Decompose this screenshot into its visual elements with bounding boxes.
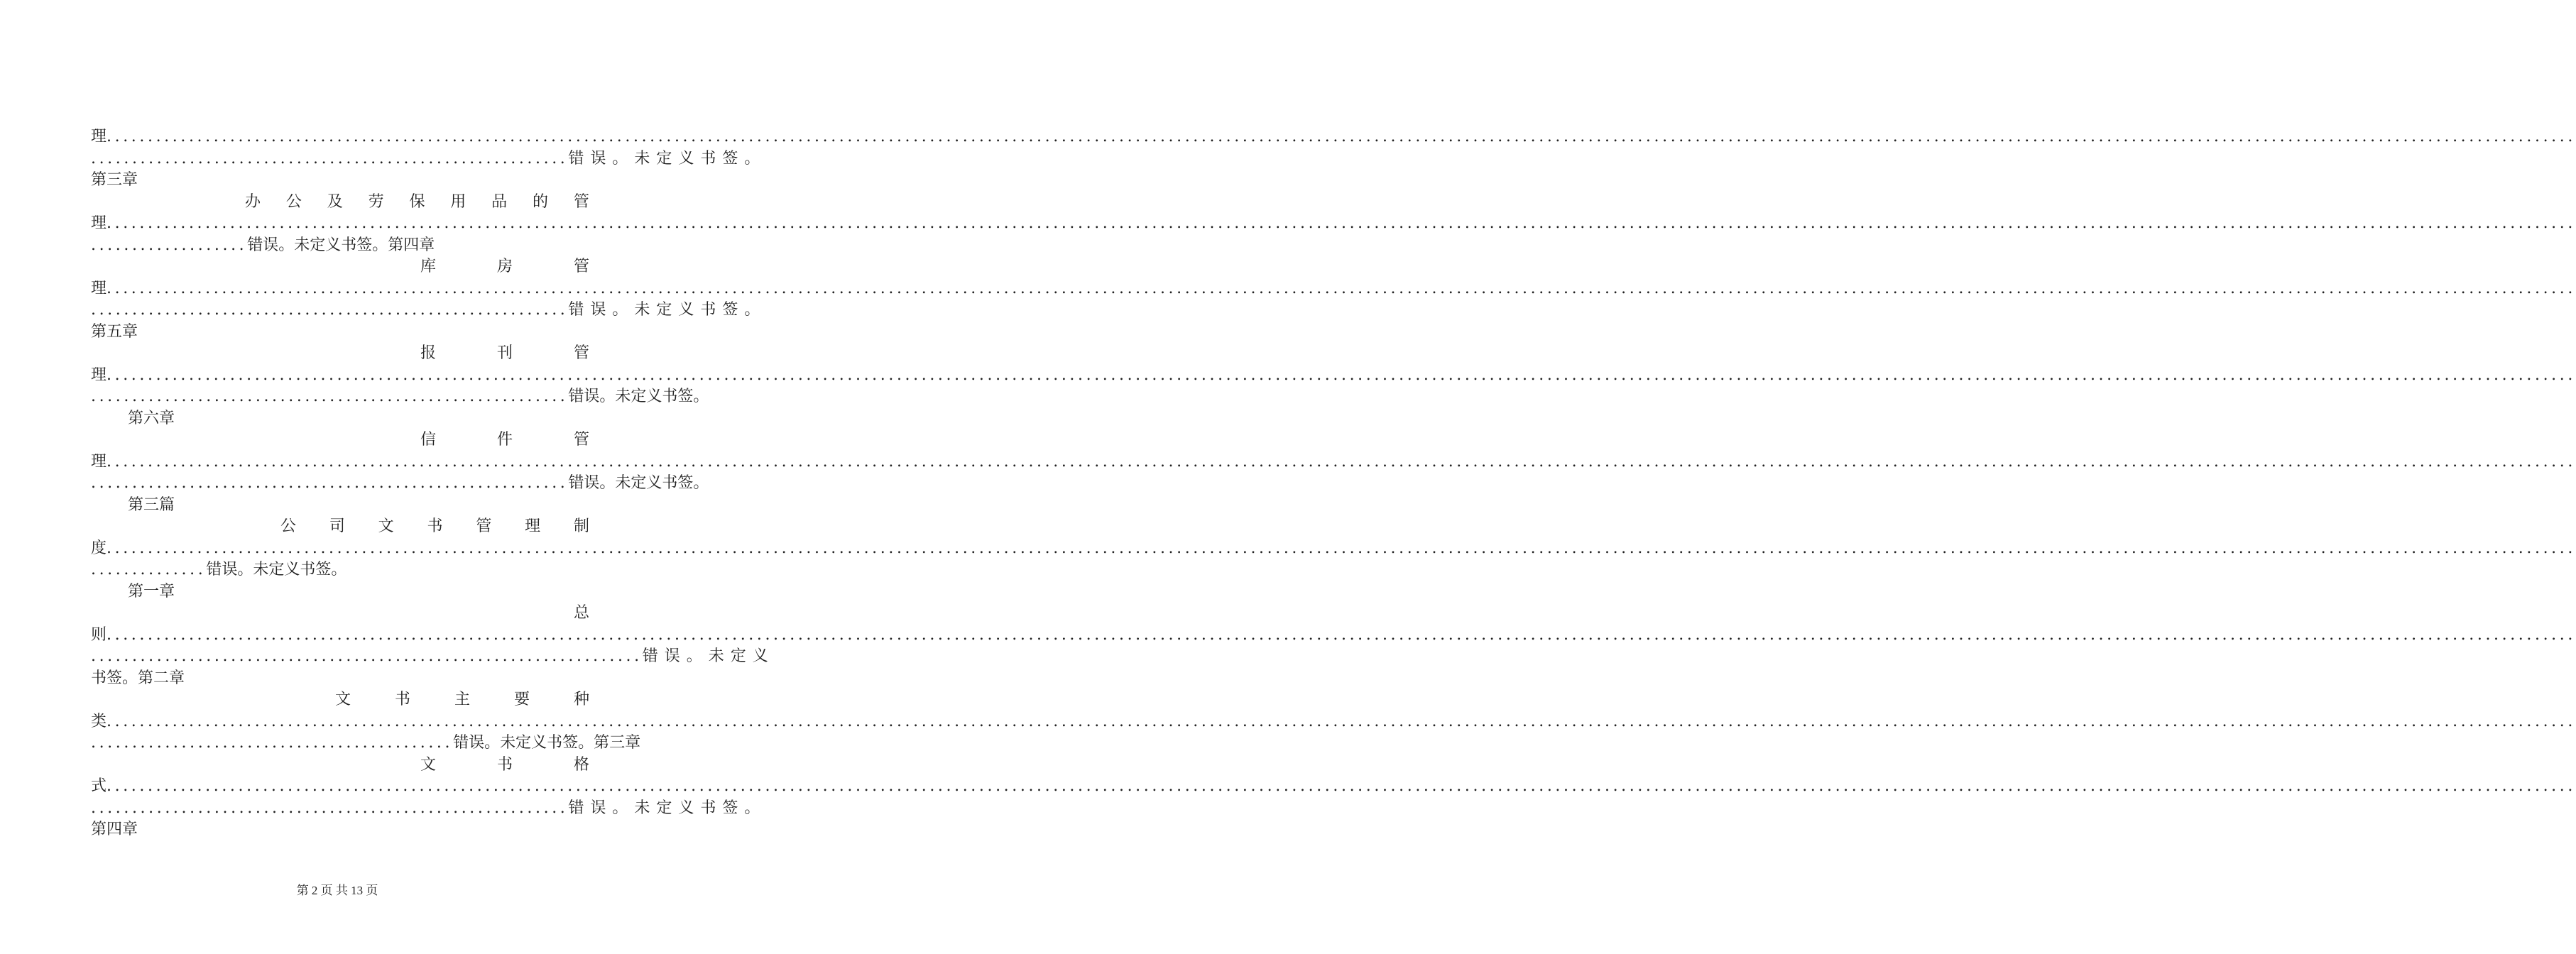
toc-title-char: 用 <box>450 192 466 211</box>
toc-leader-dots: ............................................................................................................................................................................................................................................................................................................ <box>107 777 2576 795</box>
toc-line <box>335 689 589 711</box>
toc-title-char: 要 <box>513 691 530 708</box>
toc-leader-dots: ................................................................... <box>91 647 643 665</box>
toc-title-char: 品 <box>491 192 508 211</box>
toc-lead-text: 第一章 <box>128 582 175 601</box>
toc-lead-text: 理 <box>91 214 107 232</box>
toc-title-char: 公 <box>280 517 297 535</box>
toc-line <box>91 776 2576 797</box>
toc-line <box>91 733 641 754</box>
toc-line <box>91 235 589 256</box>
toc-lead-text: 第五章 <box>91 322 138 341</box>
toc-lead-text: 第四章 <box>91 821 138 838</box>
toc-title-char: 的 <box>533 192 549 211</box>
toc-title-char: 种 <box>573 691 589 708</box>
toc-leader-dots: .......................................................... <box>91 301 569 319</box>
page-footer: 第 2 页 共 13 页 <box>296 884 378 897</box>
toc-leader-dots: ............................................ <box>91 734 454 752</box>
toc-line <box>91 386 709 407</box>
toc-title-char: 管 <box>573 258 589 275</box>
toc-title-char: 书 <box>496 755 513 774</box>
toc-title-char: 管 <box>573 192 589 211</box>
toc-page-ref: 错误。未定义书签。 <box>568 149 767 168</box>
toc-leader-dots: ............................................................................................................................................................................................................................................................................................................ <box>107 279 2576 297</box>
toc-line <box>91 559 589 581</box>
toc-line <box>91 819 589 840</box>
toc-leader-dots: ............................................................................................................................................................................................................................................................................................................ <box>107 452 2576 471</box>
toc-leader-dots: ............................................................................................................................................................................................................................................................................................................ <box>107 625 2576 644</box>
toc-title-char: 刊 <box>496 344 513 362</box>
toc-lead-text: 理 <box>91 366 107 384</box>
toc-page-ref: 错误。未定义书签。 <box>568 301 767 319</box>
toc-line <box>420 256 589 278</box>
toc-title-char: 格 <box>573 755 589 774</box>
toc-leader-dots: ............................................................................................................................................................................................................................................................................................................ <box>107 366 2576 384</box>
toc-line <box>91 798 767 819</box>
toc-title-char: 管 <box>573 344 589 362</box>
toc-leader-dots: ............................................................................................................................................................................................................................................................................................................ <box>107 214 2576 232</box>
toc-page-ref: 错误。未定义书签。第四章 <box>247 236 435 254</box>
toc-title-char: 房 <box>496 258 513 275</box>
toc-leader-dots: .......................................................... <box>91 149 569 168</box>
toc-page-ref: 错误。未定义书签。 <box>206 561 347 579</box>
toc-title-char: 理 <box>525 517 541 535</box>
toc-title-char: 报 <box>420 344 437 362</box>
toc-page-ref: 错误。未定义书签。 <box>568 388 709 405</box>
toc-leader-dots: ................... <box>91 236 248 254</box>
toc-title-char: 信 <box>420 431 437 449</box>
toc-lead-text: 理 <box>91 128 107 146</box>
toc-line <box>245 192 589 213</box>
toc-line <box>91 668 589 689</box>
toc-lead-text: 度 <box>91 539 107 557</box>
toc-line <box>574 603 589 624</box>
toc-line <box>91 170 589 191</box>
toc-title-char: 办 <box>245 192 261 211</box>
toc-lead-text: 式 <box>91 777 107 795</box>
toc-line <box>91 126 2576 148</box>
toc-line <box>91 365 2576 386</box>
toc-line <box>91 538 2576 559</box>
toc-line <box>91 581 626 603</box>
toc-title-char: 件 <box>496 431 513 449</box>
toc-line <box>420 755 589 776</box>
toc-leader-dots: .............. <box>91 561 207 579</box>
toc-leader-dots: ............................................................................................................................................................................................................................................................................................................ <box>107 712 2576 730</box>
toc-lead-text: 理 <box>91 279 107 297</box>
toc-page-ref: 错误。未定义书签。第三章 <box>453 734 641 752</box>
toc-leader-dots: .......................................................... <box>91 474 569 492</box>
toc-lead-text: 类 <box>91 712 107 730</box>
toc-line <box>420 429 589 451</box>
toc-title-char: 制 <box>573 517 589 535</box>
toc-leader-dots: ............................................................................................................................................................................................................................................................................................................ <box>107 539 2576 557</box>
toc-title-char: 库 <box>420 258 437 275</box>
toc-title-char: 总 <box>573 604 589 622</box>
toc-lead-text: 理 <box>91 452 107 471</box>
toc-title-char: 保 <box>409 192 425 211</box>
toc-line <box>91 148 767 170</box>
toc-line <box>91 711 2576 733</box>
toc-title-char: 文 <box>420 755 437 774</box>
toc-page-ref: 错误。未定义书签。 <box>568 474 709 492</box>
toc-lead-text: 第三章 <box>91 171 138 189</box>
toc-line <box>91 625 2576 646</box>
toc-leader-dots: .......................................................... <box>91 799 569 817</box>
toc-lead-text: 书签。第二章 <box>91 669 185 687</box>
toc-line <box>91 408 626 429</box>
toc-title-char: 书 <box>427 517 443 535</box>
toc-line <box>91 300 767 321</box>
toc-lead-text: 则 <box>91 625 107 644</box>
toc-line <box>91 646 775 667</box>
toc-lead-text: 第六章 <box>128 409 175 427</box>
toc-leader-dots: ............................................................................................................................................................................................................................................................................................................ <box>107 128 2576 146</box>
toc-line <box>91 451 2576 473</box>
toc-title-char: 文 <box>335 691 351 708</box>
toc-title-char: 劳 <box>368 192 384 211</box>
toc-line <box>91 278 2576 300</box>
toc-leader-dots: .......................................................... <box>91 388 569 405</box>
toc-line <box>91 322 589 343</box>
toc-title-char: 公 <box>285 192 302 211</box>
toc-title-char: 书 <box>394 691 410 708</box>
toc-title-char: 司 <box>329 517 345 535</box>
toc-line <box>280 516 589 537</box>
toc-line <box>91 495 626 516</box>
toc-line <box>91 213 2576 234</box>
toc-page-ref: 错误。未定义书签。 <box>568 799 767 817</box>
toc-title-char: 主 <box>454 691 470 708</box>
toc-page-ref: 错误。未定义 <box>642 647 775 665</box>
toc-title-char: 及 <box>327 192 343 211</box>
toc-title-char: 文 <box>378 517 394 535</box>
toc-title-char: 管 <box>573 431 589 449</box>
toc-title-char: 管 <box>476 517 492 535</box>
toc-line <box>420 343 589 364</box>
toc-line <box>91 473 709 494</box>
toc-lead-text: 第三篇 <box>128 495 175 514</box>
